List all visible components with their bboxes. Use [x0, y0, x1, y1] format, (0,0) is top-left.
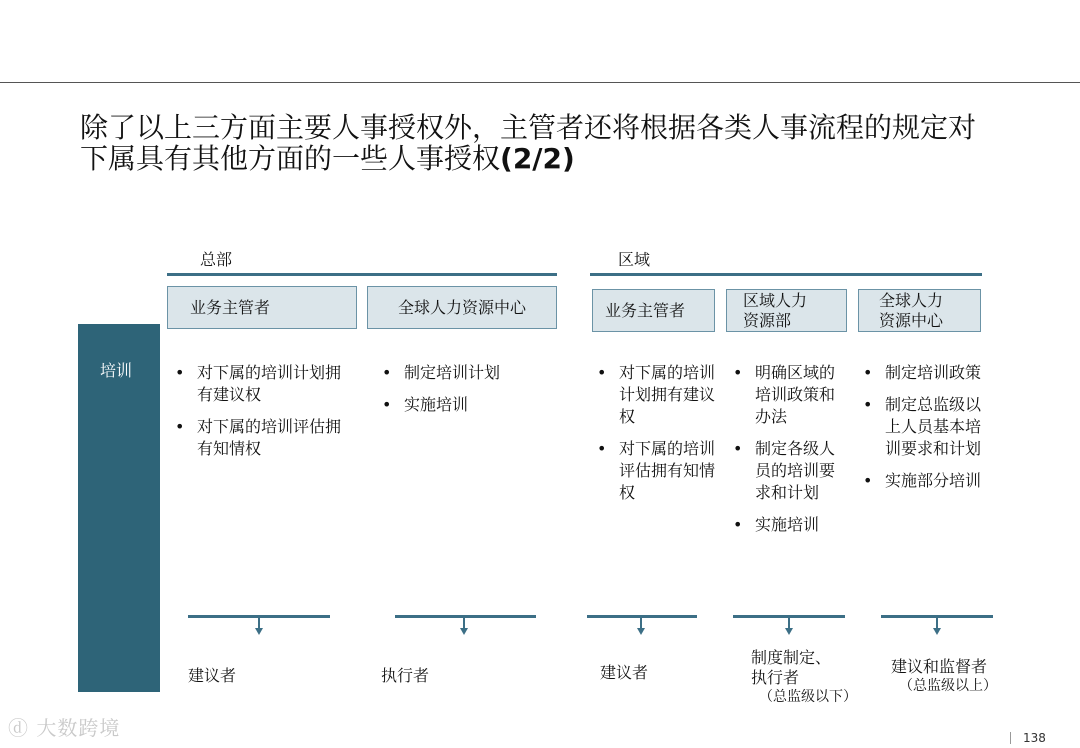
- header-hq-business-manager-label: 业务主管者: [190, 297, 271, 317]
- role-region-business-manager: 建议者: [600, 663, 649, 682]
- list-item: • 制定培训政策: [863, 362, 983, 384]
- header-hq-global-hr-center-label: 全球人力资源中心: [397, 297, 526, 317]
- role-hq-business-manager: 建议者: [188, 666, 237, 685]
- list-item: • 对下属的培训计划拥有建议权: [175, 362, 347, 406]
- group-rule-region: [590, 273, 982, 276]
- down-arrow-icon: [784, 618, 794, 635]
- down-arrow-icon: [254, 618, 264, 635]
- group-label-region: 区域: [618, 250, 651, 269]
- list-item: • 对下属的培训评估拥有知情权: [175, 416, 347, 460]
- header-region-hr-dept-line-2: 资源部: [743, 310, 792, 330]
- watermark-text: 大数跨境: [36, 716, 121, 740]
- header-region-hr-dept-label: [743, 291, 807, 331]
- list-item: • 实施部分培训: [863, 470, 983, 492]
- header-hq-business-manager: [167, 286, 357, 329]
- header-region-global-hr-line-2: 资源中心: [879, 310, 944, 330]
- role-hq-global-hr-center: 执行者: [381, 666, 430, 685]
- title-page-suffix: (2/2): [500, 142, 575, 175]
- cell-region-global-hr: [863, 362, 983, 502]
- list-item: • 制定各级人员的培训要求和计划: [733, 438, 850, 504]
- title-line-2: [80, 143, 1040, 174]
- cell-region-business-manager: [597, 362, 715, 514]
- cell-hq-global-hr-center: [382, 362, 552, 426]
- list-item: • 对下属的培训评估拥有知情权: [597, 438, 715, 504]
- header-region-business-manager-label: 业务主管者: [605, 300, 686, 320]
- cell-hq-business-manager: [175, 362, 347, 470]
- header-region-global-hr-label: [879, 291, 943, 331]
- page-number: 138: [1010, 732, 1046, 744]
- role-region-hr-dept-note: （总监级以下）: [759, 689, 857, 705]
- role-region-global-hr-line-1: 建议和监督者: [891, 657, 988, 676]
- role-region-global-hr-note: （总监级以上）: [899, 678, 997, 694]
- list-item: • 制定总监级以上人员基本培训要求和计划: [863, 394, 983, 460]
- watermark: [8, 712, 120, 741]
- group-label-hq: 总部: [200, 250, 233, 269]
- list-item: • 对下属的培训计划拥有建议权: [597, 362, 715, 428]
- header-hq-global-hr-center: [367, 286, 557, 329]
- list-item: • 实施培训: [382, 394, 552, 416]
- header-region-hr-dept: [726, 289, 847, 332]
- row-label-bar: [78, 324, 160, 692]
- header-region-global-hr: [858, 289, 981, 332]
- role-region-hr-dept-line-2: 执行者: [751, 668, 800, 687]
- row-label-training: 培训: [99, 361, 132, 380]
- header-region-business-manager: [592, 289, 715, 332]
- title-line-1: 除了以上三方面主要人事授权外，主管者还将根据各类人事流程的规定对: [80, 111, 977, 144]
- cell-region-hr-dept: [733, 362, 850, 546]
- header-region-global-hr-line-1: 全球人力: [879, 290, 944, 310]
- list-item: • 制定培训计划: [382, 362, 552, 384]
- top-rule: [0, 82, 1080, 83]
- role-region-hr-dept-line-1: 制度制定、: [751, 648, 832, 667]
- down-arrow-icon: [932, 618, 942, 635]
- watermark-logo-icon: ⓓ: [8, 716, 29, 740]
- role-region-hr-dept: [751, 648, 871, 706]
- group-rule-hq: [167, 273, 557, 276]
- role-region-global-hr: [891, 657, 1021, 695]
- list-item: • 实施培训: [733, 514, 850, 536]
- page-title: [80, 112, 1040, 174]
- down-arrow-icon: [636, 618, 646, 635]
- down-arrow-icon: [459, 618, 469, 635]
- title-line-2-text: 下属具有其他方面的一些人事授权: [80, 142, 501, 175]
- list-item: • 明确区域的培训政策和办法: [733, 362, 850, 428]
- header-region-hr-dept-line-1: 区域人力: [743, 290, 808, 310]
